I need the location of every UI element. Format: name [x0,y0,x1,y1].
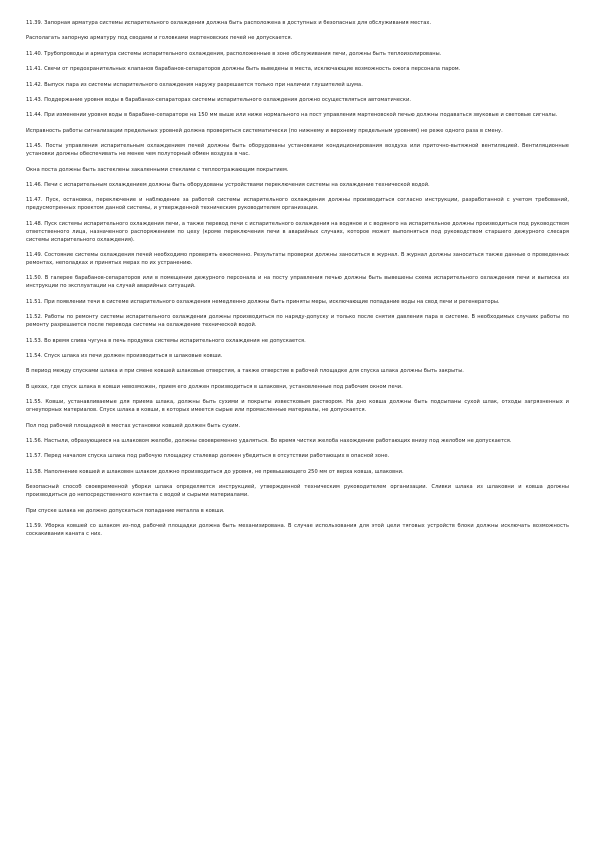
paragraph-11-56: 11.56. Настыли, образующиеся на шлаковом желобе, должны своевременно удаляться. Во время чистки желоба нахождение работающих внизу под желобом не допускается. [26,437,512,444]
paragraph-11-58: 11.58. Наполнение ковшей и шлаковен шлаком должно производиться до уровня, не превышающего 250 мм от верха ковша, шлаковни. [26,468,404,475]
paragraph-11-44: 11.44. При изменении уровня воды в барабане-сепараторе на 150 мм выше или ниже нормального на пост управления мартеновской печью должны подаваться звуковые и световые сигналы. [26,112,558,119]
paragraph-11-43: 11.43. Поддержание уровня воды в барабанах-сепараторах системы испарительного охлаждения должно осуществляться автоматически. [26,96,412,103]
paragraph: В период между спусками шлака и при смене ковшей шлаковые отверстия, а также отверстие в рабочей площадке для спуска шлака должны быть закрыты. [26,368,464,375]
paragraph-11-39: 11.39. Запорная арматура системы испарительного охлаждения должна быть расположена в доступных и безопасных для обслуживания местах. [26,20,432,26]
paragraph: Пол под рабочей площадкой в местах установки ковшей должен быть сухим. [26,422,241,429]
paragraph-11-40: 11.40. Трубопроводы и арматура системы испарительного охлаждения, расположенные в зоне обслуживания печи, должны быть теплоизолированы. [26,50,442,57]
paragraph-11-41: 11.41. Свечи от предохранительных клапанов барабанов-сепараторов должны быть выведены в места, исключающие возможность ожога персонала паром. [26,66,461,73]
paragraph-11-50: 11.50. В галерее барабанов-сепараторов или в помещении дежурного персонала и на посту управления печью должны быть вывешены схема испарительного охлаждения печи и выписка из инструкции по эксплуатации на случай аварийных ситуаций. [26,275,569,290]
paragraph-11-48: 11.48. Пуск системы испарительного охлаждения печи, а также перевод печи с испарительного охлаждения на водяное и с водяного на испарительное должны производиться под руководством ответственного лица, назначенного распоряжением по цеху (кроме переключения печи в аварийных случаях, которое может выполняться под руководством старшего дежурного слесаря системы испарительного охлаждения). [26,220,569,243]
paragraph: В цехах, где спуск шлака в ковши невозможен, прием его должен производиться в шлаковни, установленные под рабочим окном печи. [26,383,403,390]
paragraph: Исправность работы сигнализации предельных уровней должна проверяться систематически (по нижнему и верхнему предельным уровням) не реже одного раза в смену. [26,127,503,134]
paragraph-11-47: 11.47. Пуск, остановка, переключение и наблюдение за работой системы испарительного охлаждения должны производиться согласно инструкции, разработанной с учетом требований, предусмотренных проектом данной системы, и утвержденной техническим руководителем организации. [26,197,569,212]
paragraph: При спуске шлака не должно допускаться попадание металла в ковши. [26,507,225,514]
paragraph-11-59: 11.59. Уборка ковшей со шлаком из-под рабочей площадки должна быть механизирована. В случае использования для этой цели тяговых устройств блоки должны исключать возможность соскакивания каната с них. [26,522,569,537]
paragraph-11-42: 11.42. Выпуск пара из системы испарительного охлаждения наружу разрешается только при наличии глушителей шума. [26,81,363,88]
paragraph-11-57: 11.57. Перед началом спуска шлака под рабочую площадку сталевар должен убедиться в отсутствии работающих в опасной зоне. [26,453,390,460]
paragraph: Окна поста должны быть застеклены закаленными стеклами с теплоотражающим покрытием. [26,166,289,173]
paragraph: Безопасный способ своевременной уборки шлака определяется инструкцией, утвержденной техническим руководителем организации. Сливки шлака из шлаковни и ковша должны производиться до непосредственного контакта с водой и сырыми материалами. [26,484,569,499]
paragraph-11-45: 11.45. Посты управления испарительным охлаждением печей должны быть оборудованы установками кондиционирования воздуха или приточно-вытяжной вентиляцией. Вентиляционные установки должны обеспечивать не менее чем полуторный обмен воздуха в час. [26,143,569,158]
paragraph: Располагать запорную арматуру под сводами и головками мартеновских печей не допускается. [26,35,293,42]
paragraph-11-49: 11.49. Состояние системы охлаждения печей необходимо проверять ежесменно. Результаты проверки должны заноситься в журнал. В журнал должны заноситься также данные о проведенных ремонтах, неполадках и принятых мерах по их устранению. [26,252,569,267]
paragraph-11-54: 11.54. Спуск шлака из печи должен производиться в шлаковые ковши. [26,353,223,360]
paragraph-11-55: 11.55. Ковши, устанавливаемые для приема шлака, должны быть сухими и покрыты известковым раствором. На дно ковша должны быть подсыпаны сухой шлак, отходы загрязненных и огнеупорных материалов. Спуск шлака в ковши, в которых имеется сырые или промасленные материалы, не допускается. [26,399,569,414]
paragraph-11-53: 11.53. Во время слива чугуна в печь продувка системы испарительного охлаждения не допускается. [26,337,306,344]
paragraph-11-46: 11.46. Печи с испарительным охлаждением должны быть оборудованы устройствами переключения системы на охлаждение технической водой. [26,181,430,188]
paragraph-11-52: 11.52. Работы по ремонту системы испарительного охлаждения должны производиться по наряду-допуску и только после снятия давления пара в системе. В необходимых случаях работы по ремонту разрешается после перевода системы на охлаждение технической водой. [26,314,569,329]
paragraph-11-51: 11.51. При появлении течи в системе испарительного охлаждения немедленно должны быть приняты меры, исключающие попадание воды на свод печи и регенераторы. [26,298,500,305]
